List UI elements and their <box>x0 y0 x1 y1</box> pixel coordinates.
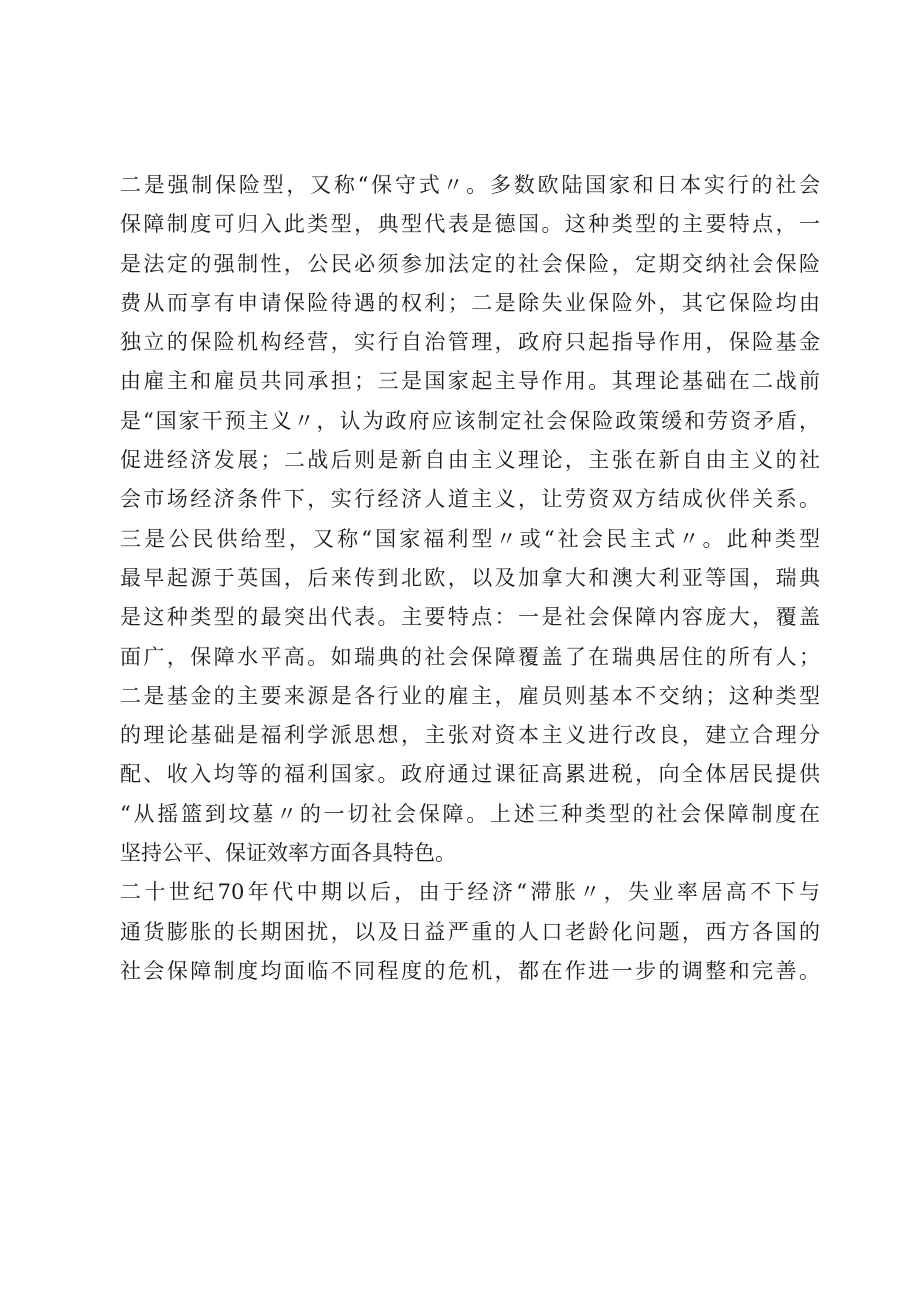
text-line: 坚持公平、保证效率方面各具特色。 <box>120 841 456 866</box>
text-line: 保障制度可归入此类型，典型代表是德国。这种类型的主要特点，一 <box>120 212 820 237</box>
text-line: 由雇主和雇员共同承担；三是国家起主导作用。其理论基础在二战前 <box>120 369 820 394</box>
text-line: 配、收入均等的福利国家。政府通过课征高累进税，向全体居民提供 <box>120 762 820 787</box>
text-line: 是这种类型的最突出代表。主要特点：一是社会保障内容庞大，覆盖 <box>120 605 820 630</box>
text-line: 通货膨胀的长期困扰，以及日益严重的人口老龄化问题，西方各国的 <box>120 919 820 944</box>
text-line: 最早起源于英国，后来传到北欧，以及加拿大和澳大利亚等国，瑞典 <box>120 565 820 590</box>
text-line: 独立的保险机构经营，实行自治管理，政府只起指导作用，保险基金 <box>120 330 820 355</box>
text-line: 面广，保障水平高。如瑞典的社会保障覆盖了在瑞典居住的所有人； <box>120 644 820 669</box>
text-line: 是“国家干预主义〃，认为政府应该制定社会保险政策缓和劳资矛盾， <box>120 408 820 433</box>
text-line: 二十世纪70年代中期以后，由于经济“滞胀〃，失业率居高不下与 <box>120 880 820 905</box>
text-line: 促进经济发展；二战后则是新自由主义理论，主张在新自由主义的社 <box>120 448 820 473</box>
text-line: 的理论基础是福利学派思想，主张对资本主义进行改良，建立合理分 <box>120 723 820 748</box>
text-line: 社会保障制度均面临不同程度的危机，都在作进一步的调整和完善。 <box>120 958 820 983</box>
text-line: 二是强制保险型，又称“保守式〃。多数欧陆国家和日本实行的社会 <box>120 173 820 197</box>
text-line: 二是基金的主要来源是各行业的雇主，雇员则基本不交纳；这种类型 <box>120 683 820 708</box>
text-line: 费从而享有申请保险待遇的权利；二是除失业保险外，其它保险均由 <box>120 290 820 315</box>
text-line: 会市场经济条件下，实行经济人道主义，让劳资双方结成伙伴关系。 <box>120 487 820 512</box>
text-line: “从摇篮到坟墓〃的一切社会保障。上述三种类型的社会保障制度在 <box>120 801 820 826</box>
text-line: 是法定的强制性，公民必须参加法定的社会保险，定期交纳社会保险 <box>120 251 820 276</box>
text-line: 三是公民供给型，又称“国家福利型〃或“社会民主式〃。此种类型 <box>120 526 820 551</box>
body-text <box>120 166 820 991</box>
